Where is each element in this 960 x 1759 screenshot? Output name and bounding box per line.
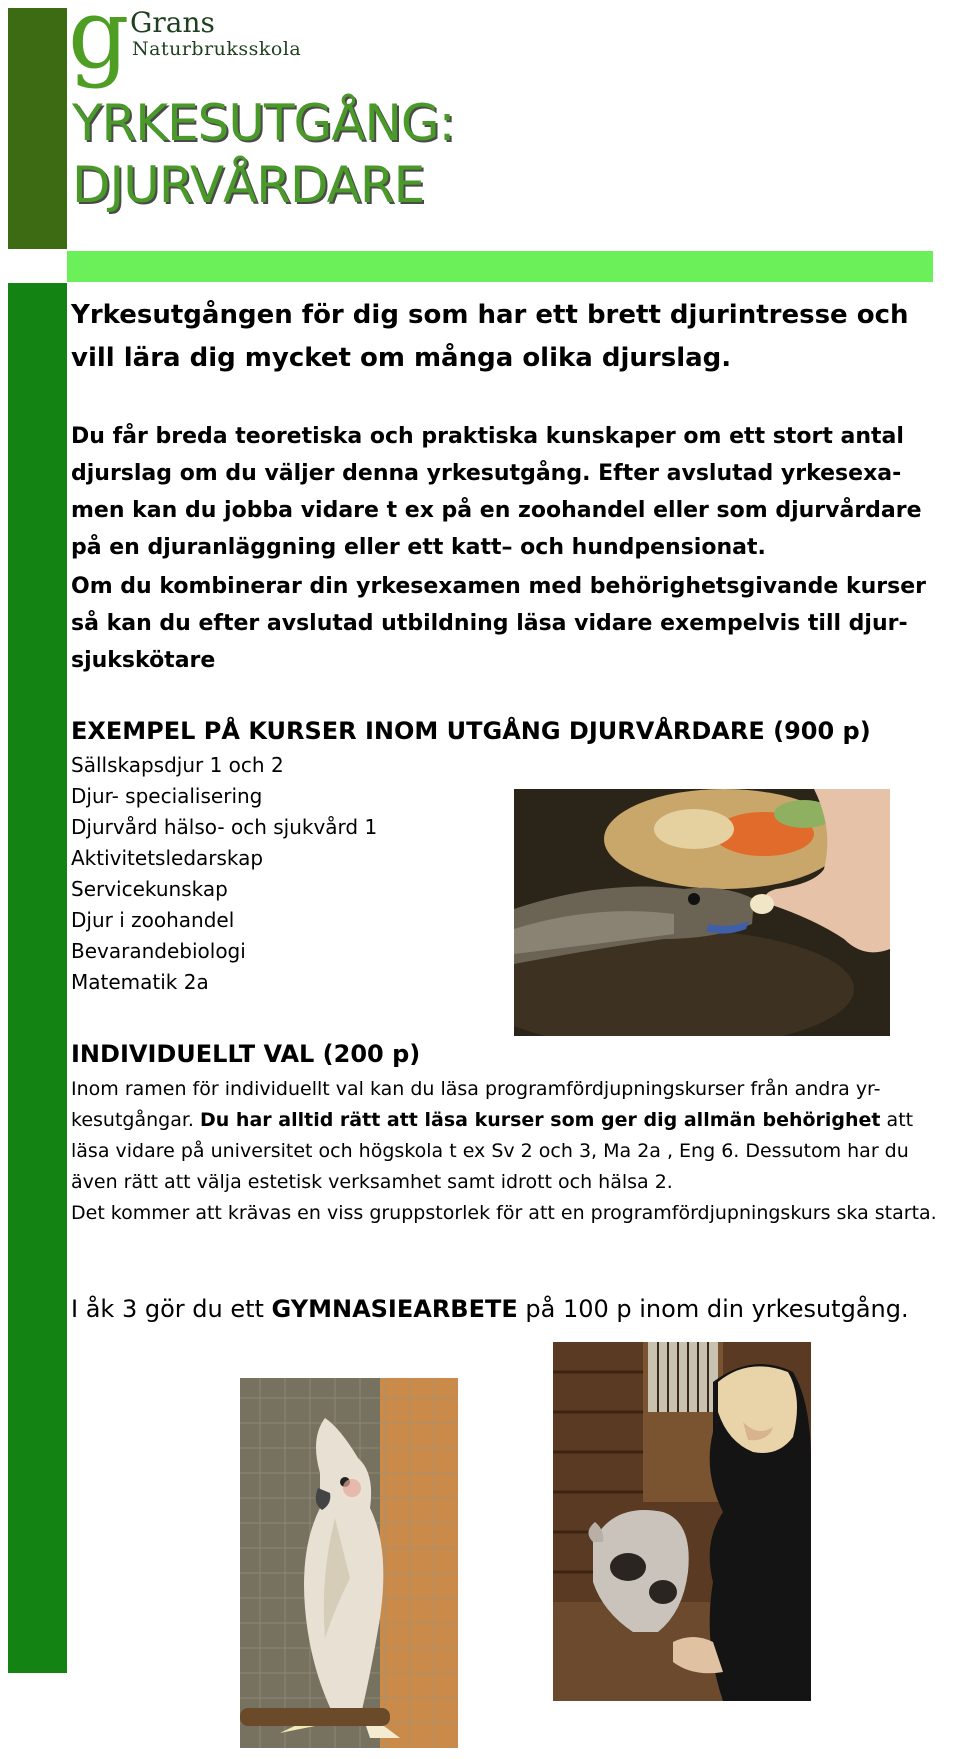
school-logo <box>68 0 318 90</box>
left-bar-top <box>8 8 67 249</box>
paragraph-overview: Du får breda teoretiska och praktiska kunskaper om ett stort antal djurslag om du väljer denna yrkesutgång. Efter avslutad yrkesexa-men kan du jobba vidare t ex på en zoohandel eller som djurvårdare på en djuranläggning eller ett katt– och hundpensionat. <box>71 424 922 560</box>
individual-text-bold: Du har alltid rätt att läsa kurser som ger dig allmän behörighet <box>200 1109 881 1131</box>
course-item: Aktivitetsledarskap <box>71 846 264 870</box>
course-item: Bevarandebiologi <box>71 939 246 963</box>
individual-text-part-1: Inom ramen för individuellt val kan du läsa programfördjupningskurser från andra yr-kesutgångar. <box>71 1078 881 1131</box>
left-bar-main <box>8 283 67 1673</box>
gymnasium-prefix: I åk 3 gör du ett <box>71 1295 272 1323</box>
paragraph-further-studies: Om du kombinerar din yrkesexamen med behörighetsgivande kurser så kan du efter avslutad utbildning läsa vidare exempelvis till djur-sjukskötare <box>71 574 926 673</box>
course-item: Djur i zoohandel <box>71 908 235 932</box>
page-title <box>72 92 592 216</box>
individual-choice-heading: INDIVIDUELLT VAL (200 p) <box>71 1040 421 1068</box>
course-list <box>71 750 377 998</box>
logo-letter: g <box>68 0 130 90</box>
individual-text-part-3: Det kommer att krävas en viss gruppstorlek för att en programfördjupningskurs ska starta. <box>71 1202 937 1224</box>
intro-text: Yrkesutgången för dig som har ett brett djurintresse och vill lära dig mycket om många olika djurslag. <box>71 300 909 373</box>
gymnasium-suffix: på 100 p inom din yrkesutgång. <box>517 1295 909 1323</box>
lizard-feeding-photo <box>514 789 890 1036</box>
logo-subtitle: Naturbruksskola <box>132 38 302 60</box>
gymnasium-work-text <box>71 1293 909 1325</box>
course-item: Djurvård hälso- och sjukvård 1 <box>71 815 378 839</box>
course-item: Matematik 2a <box>71 970 209 994</box>
header-divider-bar <box>67 251 933 282</box>
individual-choice-text <box>71 1074 951 1229</box>
individual-text-part-2: att läsa vidare på universitet och högskola t ex Sv 2 och 3, Ma 2a , Eng 6. Dessutom har du även rätt att välja estetisk verksamhet samt idrott och hälsa 2. <box>71 1109 914 1193</box>
cockatoo-photo <box>240 1378 458 1748</box>
course-item: Sällskapsdjur 1 och 2 <box>71 753 284 777</box>
gymnasium-bold: GYMNASIEARBETE <box>271 1295 518 1323</box>
course-item: Djur- specialisering <box>71 784 263 808</box>
courses-heading: EXEMPEL PÅ KURSER INOM UTGÅNG DJURVÅRDARE (900 p) <box>71 717 871 745</box>
page-title-line-2: DJURVÅRDARE <box>72 156 425 214</box>
pig-with-girl-photo <box>553 1342 811 1701</box>
course-item: Servicekunskap <box>71 877 228 901</box>
page-title-line-1: YRKESUTGÅNG: <box>72 94 455 152</box>
logo-name: Grans <box>130 6 215 39</box>
